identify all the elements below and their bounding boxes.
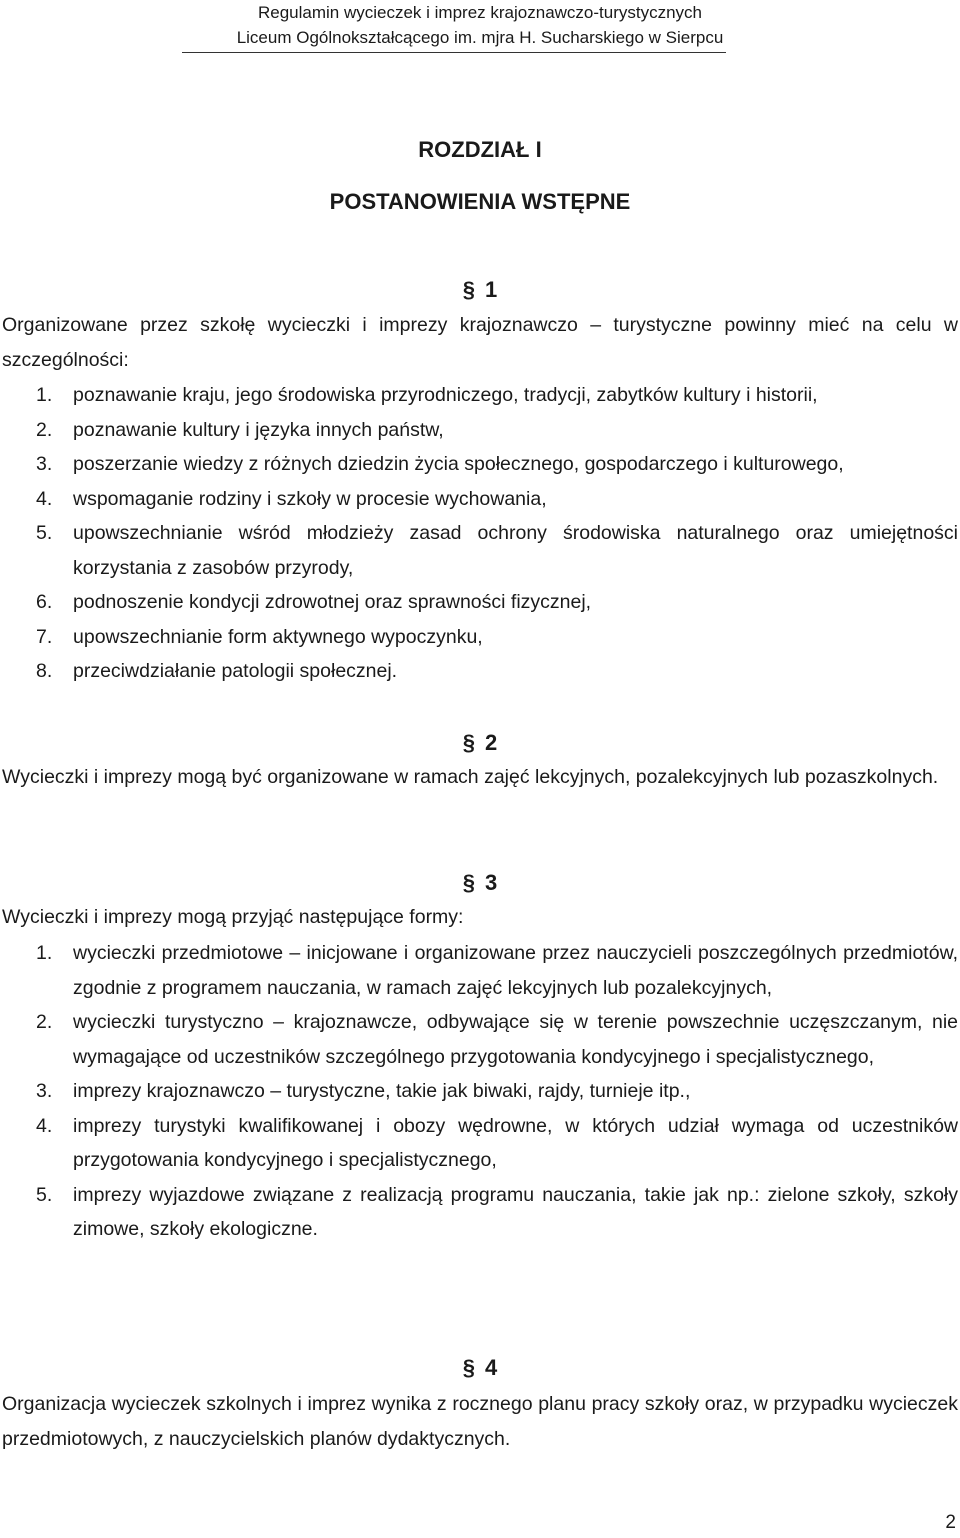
list-item: 3. imprezy krajoznawczo – turystyczne, takie jak biwaki, rajdy, turnieje itp., [36, 1080, 691, 1102]
section-symbol: § [462, 730, 475, 755]
list-item: 2. wycieczki turystyczno – krajoznawcze, odbywające się w terenie powszechnie uczęszczanym, nie wymagające od uczestników szczególnego przygotowania kondycyjnego i specjalistycznego, [36, 1011, 958, 1068]
list-item: 7. upowszechnianie form aktywnego wypoczynku, [36, 625, 483, 648]
list-item: 4. imprezy turystyki kwalifikowanej i obozy wędrowne, w których udział wymaga od uczestników przygotowania kondycyjnego i specjalistycznego, [36, 1114, 958, 1171]
section-number: 3 [485, 870, 498, 895]
list-item: 1. wycieczki przedmiotowe – inicjowane i organizowane przez nauczycieli poszczególnych przedmiotów, zgodnie z programem nauczania, w ramach zajęć lekcyjnych lub pozalekcyjnych, [36, 942, 958, 999]
section-number: 4 [485, 1355, 498, 1380]
section-3-list [36, 936, 958, 1247]
list-item: 5. imprezy wyjazdowe związane z realizacją programu nauczania, takie jak np.: zielone szkoły, szkoły zimowe, szkoły ekologiczne. [36, 1183, 958, 1240]
running-header [0, 0, 960, 50]
section-number: 2 [485, 730, 498, 755]
chapter-title: POSTANOWIENIA WSTĘPNE [329, 189, 631, 214]
chapter-number: ROZDZIAŁ I [418, 137, 542, 162]
page-number: 2 [945, 1512, 956, 1533]
list-item: 5. upowszechnianie wśród młodzieży zasad ochrony środowiska naturalnego oraz umiejętności korzystania z zasobów przyrody, [36, 522, 958, 579]
section-1-intro: Organizowane przez szkołę wycieczki i imprezy krajoznawczo – turystyczne powinny mieć na celu w szczególności: [2, 314, 958, 371]
section-heading-3 [0, 870, 960, 896]
section-2-text: Wycieczki i imprezy mogą być organizowane w ramach zajęć lekcyjnych, pozalekcyjnych lub pozaszkolnych. [2, 766, 939, 788]
section-symbol: § [462, 870, 475, 895]
header-line-1: Regulamin wycieczek i imprez krajoznawczo-turystycznych [257, 3, 703, 22]
list-item: 4. wspomaganie rodziny i szkoły w procesie wychowania, [36, 487, 547, 510]
section-symbol: § [462, 277, 475, 302]
list-item: 1. poznawanie kraju, jego środowiska przyrodniczego, tradycji, zabytków kultury i historii, [36, 384, 818, 406]
section-number: 1 [485, 277, 498, 302]
section-symbol: § [462, 1355, 475, 1380]
list-item: 6. podnoszenie kondycji zdrowotnej oraz sprawności fizycznej, [36, 591, 592, 613]
section-1-list [36, 378, 958, 689]
list-item: 3. poszerzanie wiedzy z różnych dziedzin życia społecznego, gospodarczego i kulturowego, [36, 453, 844, 475]
list-item: 2. poznawanie kultury i języka innych państw, [36, 418, 444, 441]
section-heading-4 [0, 1355, 960, 1381]
list-item: 8. przeciwdziałanie patologii społecznej. [36, 660, 398, 682]
section-3-intro: Wycieczki i imprezy mogą przyjąć następujące formy: [2, 906, 464, 928]
section-heading-2 [0, 730, 960, 756]
header-line-2: Liceum Ogólnokształcącego im. mjra H. Sucharskiego w Sierpcu [236, 28, 724, 47]
header-rule [182, 52, 726, 53]
section-heading-1 [0, 277, 960, 303]
section-4-text: Organizacja wycieczek szkolnych i imprez wynika z rocznego planu pracy szkoły oraz, w przypadku wycieczek przedmiotowych, z nauczycielskich planów dydaktycznych. [2, 1393, 958, 1450]
